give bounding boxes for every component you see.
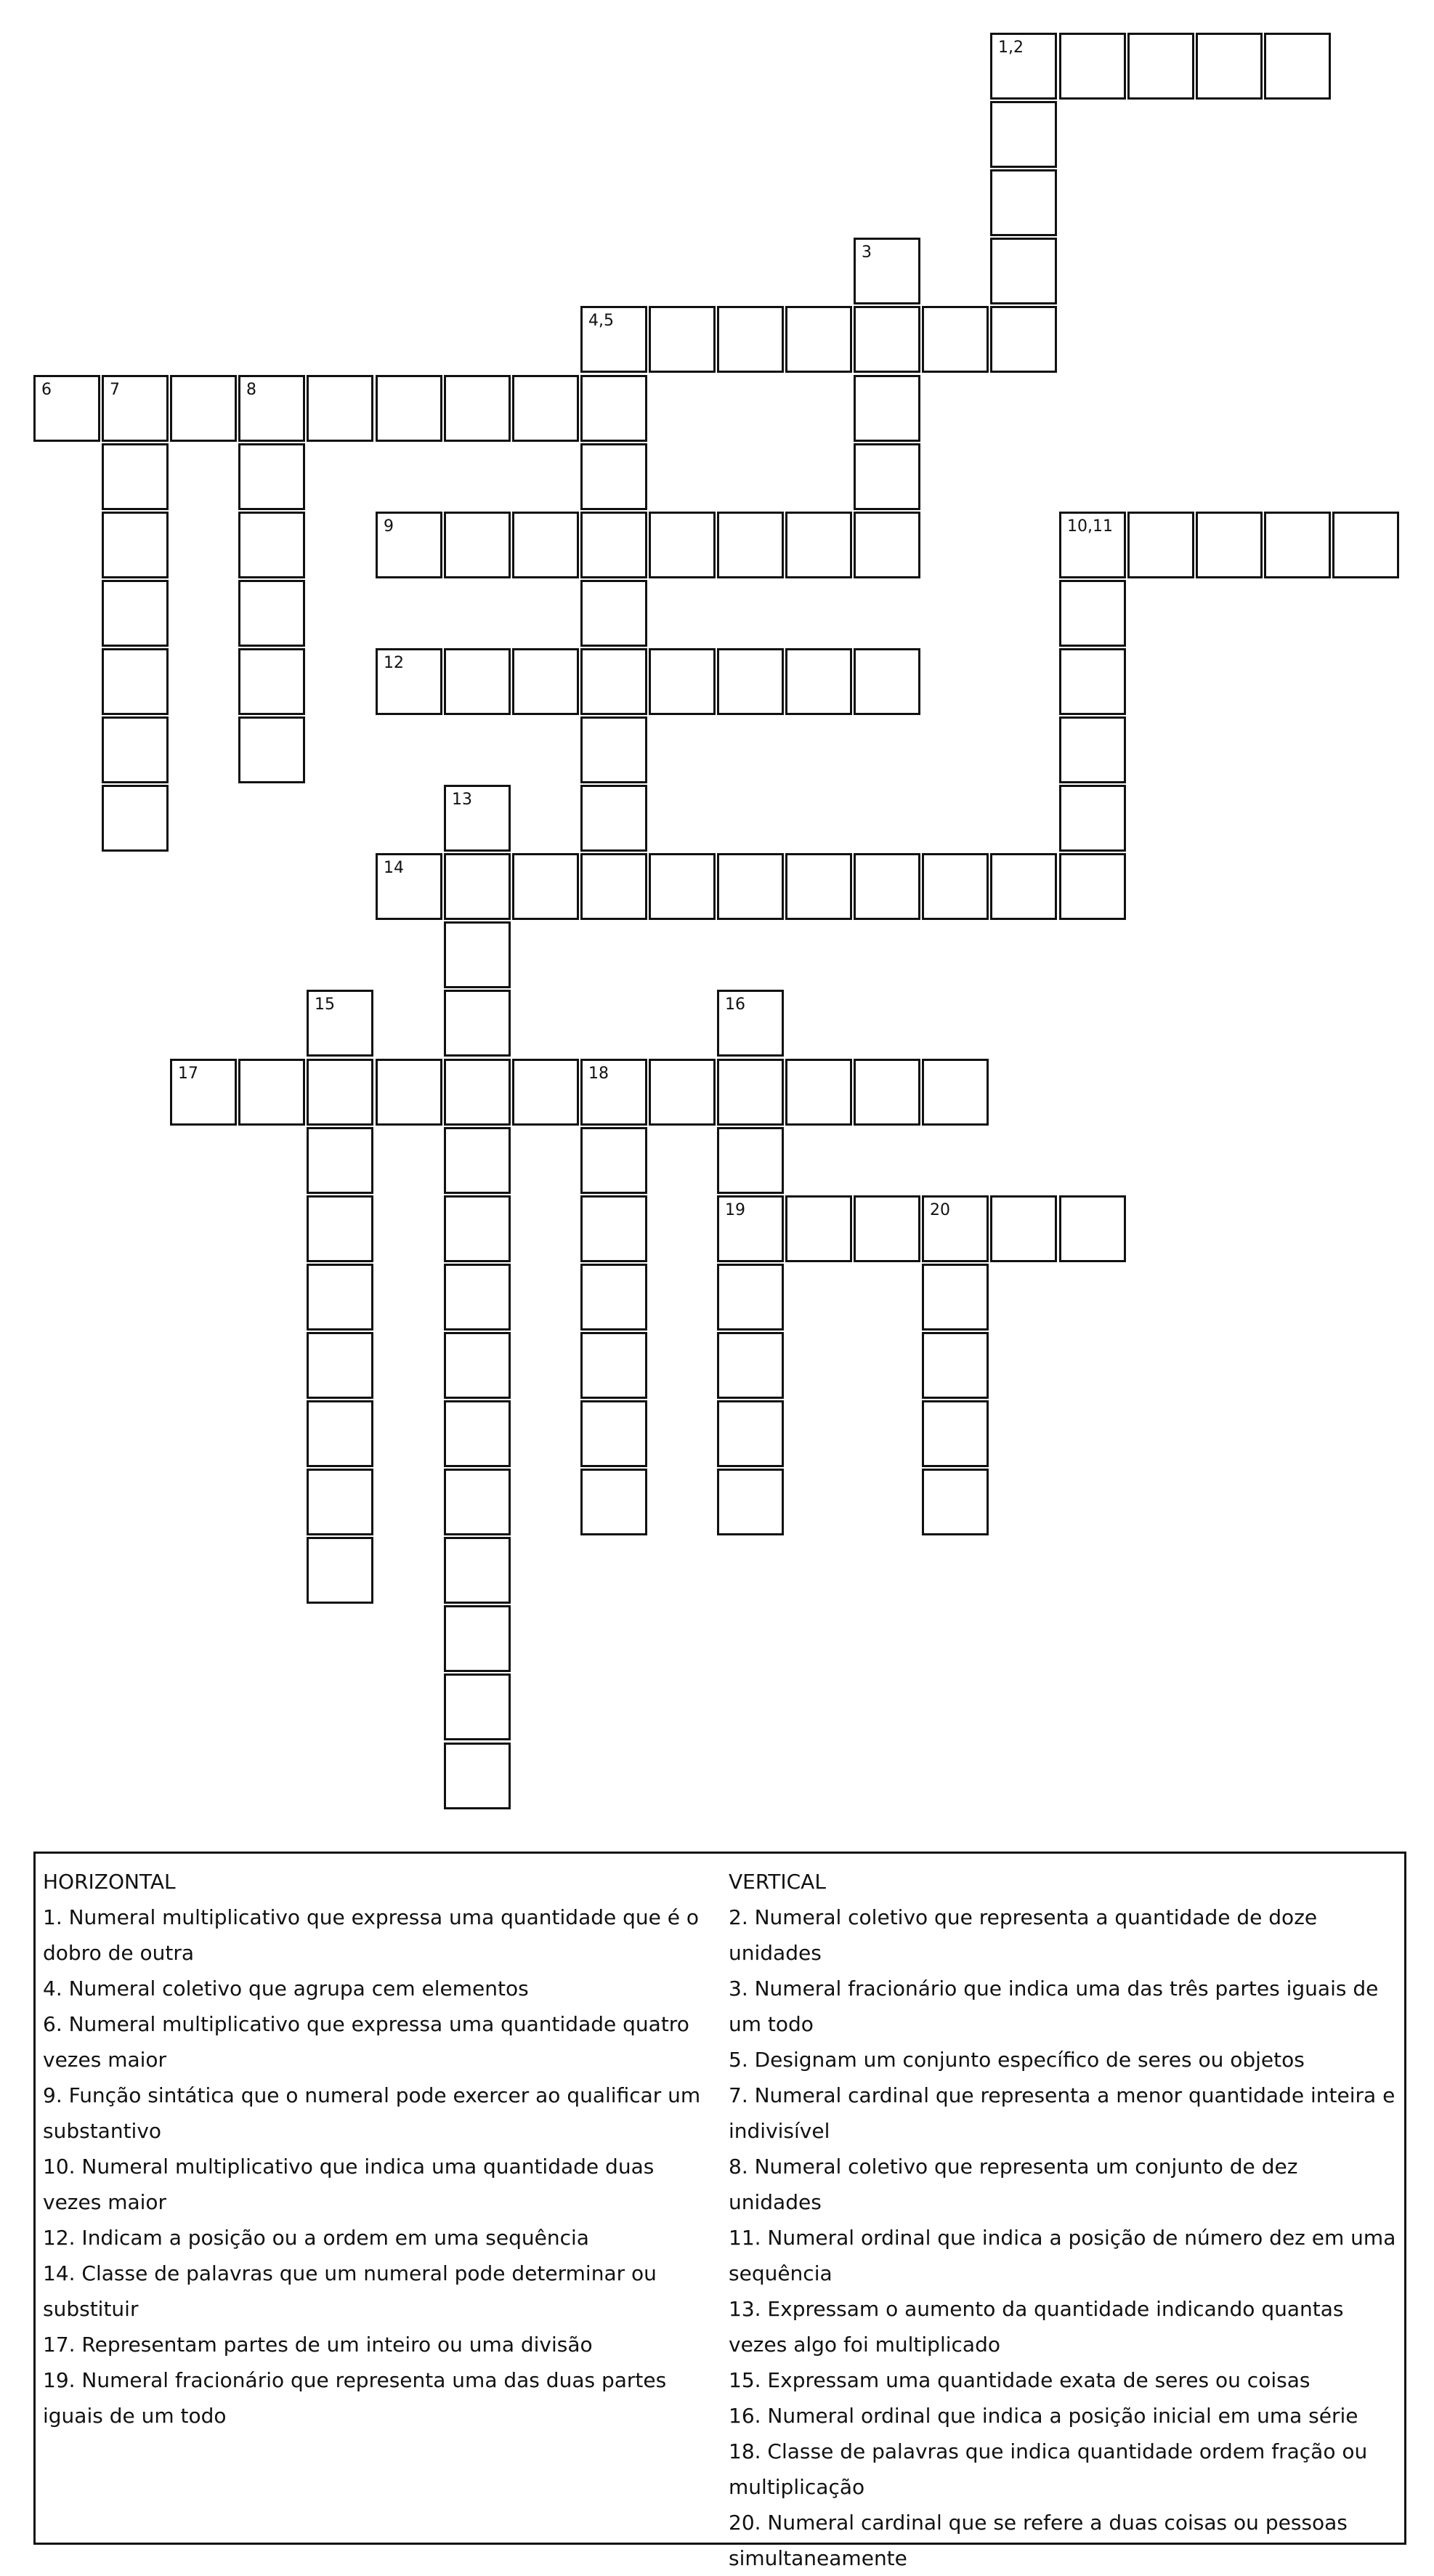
grid-cell[interactable] xyxy=(238,1059,305,1126)
grid-cell[interactable] xyxy=(990,169,1057,236)
clue-number: 14 xyxy=(384,859,404,877)
vertical-clue: 7. Numeral cardinal que representa a menor quantidade inteira e indivisível xyxy=(729,2083,1395,2143)
grid-cell[interactable] xyxy=(990,853,1057,920)
grid-cell[interactable] xyxy=(238,375,305,442)
grid-cell[interactable] xyxy=(1059,33,1126,100)
clue-number: 19 xyxy=(725,1201,745,1219)
grid-cell[interactable] xyxy=(1127,33,1194,100)
grid-cell[interactable] xyxy=(33,375,100,442)
grid-cell[interactable] xyxy=(444,921,511,988)
grid-cell[interactable] xyxy=(102,716,169,783)
vertical-clue: 2. Numeral coletivo que representa a quantidade de doze unidades xyxy=(729,1905,1318,1965)
grid-cell[interactable] xyxy=(580,648,647,715)
grid-cell[interactable] xyxy=(580,512,647,578)
horizontal-clue: 12. Indicam a posição ou a ordem em uma sequência xyxy=(43,2226,589,2250)
grid-cell[interactable] xyxy=(580,1332,647,1399)
clue-number: 1,2 xyxy=(998,39,1024,57)
horizontal-clue: 14. Classe de palavras que um numeral pode determinar ou substituir xyxy=(43,2261,657,2321)
grid-cell[interactable] xyxy=(1059,853,1126,920)
grid-cell[interactable] xyxy=(307,990,373,1057)
clue-number: 20 xyxy=(930,1201,950,1219)
clue-number: 3 xyxy=(862,243,872,262)
grid-cell[interactable] xyxy=(922,1195,989,1262)
grid-cell[interactable] xyxy=(444,1400,511,1467)
grid-cell[interactable] xyxy=(580,1469,647,1535)
grid-cell[interactable] xyxy=(307,1195,373,1262)
grid-cell[interactable] xyxy=(990,1195,1057,1262)
horizontal-clue: 19. Numeral fracionário que representa uma das duas partes iguais de um todo xyxy=(43,2368,667,2428)
horizontal-clue: 4. Numeral coletivo que agrupa cem elementos xyxy=(43,1977,529,2000)
grid-cell[interactable] xyxy=(1059,648,1126,715)
grid-cell[interactable] xyxy=(580,1400,647,1467)
grid-cell[interactable] xyxy=(444,990,511,1057)
grid-cell[interactable] xyxy=(1196,512,1263,578)
grid-cell[interactable] xyxy=(238,580,305,647)
grid-cell[interactable] xyxy=(307,1332,373,1399)
grid-cell[interactable] xyxy=(854,1059,920,1126)
grid-cell[interactable] xyxy=(854,1195,920,1262)
grid-cell[interactable] xyxy=(717,648,784,715)
grid-cell[interactable] xyxy=(444,1059,511,1126)
grid-cell[interactable] xyxy=(580,580,647,647)
clue-number: 15 xyxy=(315,996,335,1014)
grid-cell[interactable] xyxy=(376,512,442,578)
grid-cell[interactable] xyxy=(717,1264,784,1331)
horizontal-heading: HORIZONTAL xyxy=(43,1870,176,1894)
grid-cell[interactable] xyxy=(785,648,852,715)
clue-number: 7 xyxy=(110,381,120,399)
grid-cell[interactable] xyxy=(785,306,852,373)
grid-cell[interactable] xyxy=(922,1400,989,1467)
horizontal-clue: 10. Numeral multiplicativo que indica uma quantidade duas vezes maior xyxy=(43,2155,655,2214)
grid-cell[interactable] xyxy=(307,1059,373,1126)
grid-cell[interactable] xyxy=(649,1059,716,1126)
grid-cell[interactable] xyxy=(580,853,647,920)
grid-cell[interactable] xyxy=(990,33,1057,100)
grid-cell[interactable] xyxy=(990,306,1057,373)
grid-cell[interactable] xyxy=(444,1673,511,1740)
grid-cell[interactable] xyxy=(580,1264,647,1331)
grid-cell[interactable] xyxy=(717,853,784,920)
grid-cell[interactable] xyxy=(238,648,305,715)
grid-cell[interactable] xyxy=(922,1469,989,1535)
grid-cell[interactable] xyxy=(717,1400,784,1467)
grid-cell[interactable] xyxy=(717,306,784,373)
clue-number: 18 xyxy=(588,1065,609,1083)
grid-cell[interactable] xyxy=(444,1332,511,1399)
grid-cell[interactable] xyxy=(102,443,169,510)
grid-cell[interactable] xyxy=(649,512,716,578)
vertical-clue: 3. Numeral fracionário que indica uma das três partes iguais de um todo xyxy=(729,1977,1379,2036)
grid-cell[interactable] xyxy=(785,1059,852,1126)
vertical-clue: 8. Numeral coletivo que representa um conjunto de dez unidades xyxy=(729,2155,1298,2214)
grid-cell[interactable] xyxy=(512,648,579,715)
grid-cell[interactable] xyxy=(854,512,920,578)
horizontal-clue: 17. Representam partes de um inteiro ou uma divisão xyxy=(43,2333,593,2357)
vertical-clue: 16. Numeral ordinal que indica a posição inicial em uma série xyxy=(729,2404,1358,2428)
grid-cell[interactable] xyxy=(307,1127,373,1194)
grid-cell[interactable] xyxy=(444,785,511,852)
grid-cell[interactable] xyxy=(717,1332,784,1399)
horizontal-clue: 6. Numeral multiplicativo que expressa uma quantidade quatro vezes maior xyxy=(43,2012,689,2072)
grid-cell[interactable] xyxy=(1127,512,1194,578)
grid-cell[interactable] xyxy=(580,375,647,442)
grid-cell[interactable] xyxy=(922,1332,989,1399)
grid-cell[interactable] xyxy=(444,1537,511,1604)
grid-cell[interactable] xyxy=(238,512,305,578)
grid-cell[interactable] xyxy=(1059,1195,1126,1262)
grid-cell[interactable] xyxy=(170,375,237,442)
grid-cell[interactable] xyxy=(580,443,647,510)
grid-cell[interactable] xyxy=(922,306,989,373)
grid-cell[interactable] xyxy=(102,785,169,852)
grid-cell[interactable] xyxy=(717,1469,784,1535)
grid-cell[interactable] xyxy=(854,238,920,304)
grid-cell[interactable] xyxy=(102,580,169,647)
grid-cell[interactable] xyxy=(376,648,442,715)
grid-cell[interactable] xyxy=(238,716,305,783)
grid-cell[interactable] xyxy=(376,375,442,442)
grid-cell[interactable] xyxy=(649,853,716,920)
grid-cell[interactable] xyxy=(785,853,852,920)
grid-cell[interactable] xyxy=(238,443,305,510)
grid-cell[interactable] xyxy=(580,716,647,783)
clue-number: 9 xyxy=(384,517,394,536)
grid-cell[interactable] xyxy=(444,1127,511,1194)
grid-cell[interactable] xyxy=(580,306,647,373)
vertical-clue: 20. Numeral cardinal que se refere a duas coisas ou pessoas simultaneamente xyxy=(729,2511,1348,2570)
grid-cell[interactable] xyxy=(444,512,511,578)
grid-cell[interactable] xyxy=(785,512,852,578)
vertical-clue: 18. Classe de palavras que indica quantidade ordem fração ou multiplicação xyxy=(729,2439,1368,2499)
grid-cell[interactable] xyxy=(444,1743,511,1809)
horizontal-clues xyxy=(43,1864,704,2434)
grid-cell[interactable] xyxy=(102,648,169,715)
grid-cell[interactable] xyxy=(717,512,784,578)
clue-number: 17 xyxy=(178,1065,198,1083)
vertical-clue: 13. Expressam o aumento da quantidade indicando quantas vezes algo foi multiplicado xyxy=(729,2297,1344,2357)
clues-box xyxy=(33,1852,1406,2570)
grid-cell[interactable] xyxy=(717,1059,784,1126)
grid-cell[interactable] xyxy=(1264,33,1331,100)
grid-cell[interactable] xyxy=(580,785,647,852)
grid-cell[interactable] xyxy=(307,1469,373,1535)
grid-cell[interactable] xyxy=(717,1195,784,1262)
grid-cell[interactable] xyxy=(444,1264,511,1331)
clue-number: 13 xyxy=(452,791,472,809)
grid-cell[interactable] xyxy=(307,1400,373,1467)
grid-cell[interactable] xyxy=(717,1127,784,1194)
grid-cell[interactable] xyxy=(1059,785,1126,852)
grid-cell[interactable] xyxy=(376,1059,442,1126)
vertical-clue: 5. Designam um conjunto específico de seres ou objetos xyxy=(729,2048,1305,2072)
clue-number: 12 xyxy=(384,654,404,672)
clue-number: 16 xyxy=(725,996,745,1014)
grid-cell[interactable] xyxy=(1264,512,1331,578)
grid-cell[interactable] xyxy=(1059,580,1126,647)
grid-cell[interactable] xyxy=(854,443,920,510)
grid-cell[interactable] xyxy=(102,375,169,442)
grid-cell[interactable] xyxy=(444,648,511,715)
horizontal-clue: 1. Numeral multiplicativo que expressa uma quantidade que é o dobro de outra xyxy=(43,1905,700,1965)
grid-cell[interactable] xyxy=(376,853,442,920)
grid-cell[interactable] xyxy=(649,648,716,715)
grid-cell[interactable] xyxy=(512,375,579,442)
grid-cell[interactable] xyxy=(717,990,784,1057)
grid-cell[interactable] xyxy=(1332,512,1399,578)
horizontal-clue: 9. Função sintática que o numeral pode exercer ao qualificar um substantivo xyxy=(43,2083,701,2143)
grid-cell[interactable] xyxy=(922,1264,989,1331)
grid-cell[interactable] xyxy=(1059,512,1126,578)
clue-number: 10,11 xyxy=(1067,517,1113,536)
grid-cell[interactable] xyxy=(512,853,579,920)
grid-cell[interactable] xyxy=(170,1059,237,1126)
grid-cell[interactable] xyxy=(922,853,989,920)
vertical-clue: 15. Expressam uma quantidade exata de seres ou coisas xyxy=(729,2368,1311,2392)
vertical-heading: VERTICAL xyxy=(729,1870,826,1894)
grid-cell[interactable] xyxy=(512,1059,579,1126)
grid-cell[interactable] xyxy=(512,512,579,578)
grid-cell[interactable] xyxy=(444,375,511,442)
grid-cell[interactable] xyxy=(1059,716,1126,783)
grid-cell[interactable] xyxy=(307,375,373,442)
grid-cell[interactable] xyxy=(102,512,169,578)
clue-number: 6 xyxy=(41,381,52,399)
grid-cell[interactable] xyxy=(580,1195,647,1262)
vertical-clues xyxy=(729,1864,1397,2576)
grid-cell[interactable] xyxy=(990,238,1057,304)
grid-cell[interactable] xyxy=(444,1605,511,1672)
clue-number: 4,5 xyxy=(588,312,614,330)
grid-cell[interactable] xyxy=(307,1264,373,1331)
grid-cell[interactable] xyxy=(854,306,920,373)
grid-cell[interactable] xyxy=(854,375,920,442)
grid-cell[interactable] xyxy=(785,1195,852,1262)
grid-cell[interactable] xyxy=(444,853,511,920)
grid-cell[interactable] xyxy=(922,1059,989,1126)
grid-cell[interactable] xyxy=(854,853,920,920)
grid-cell[interactable] xyxy=(580,1127,647,1194)
grid-cell[interactable] xyxy=(1196,33,1263,100)
grid-cell[interactable] xyxy=(854,648,920,715)
grid-cell[interactable] xyxy=(990,101,1057,168)
grid-cell[interactable] xyxy=(649,306,716,373)
grid-cell[interactable] xyxy=(307,1537,373,1604)
grid-cell[interactable] xyxy=(580,1059,647,1126)
clue-number: 8 xyxy=(246,381,256,399)
grid-cell[interactable] xyxy=(444,1469,511,1535)
grid-cell[interactable] xyxy=(444,1195,511,1262)
vertical-clue: 11. Numeral ordinal que indica a posição de número dez em uma sequência xyxy=(729,2226,1396,2285)
